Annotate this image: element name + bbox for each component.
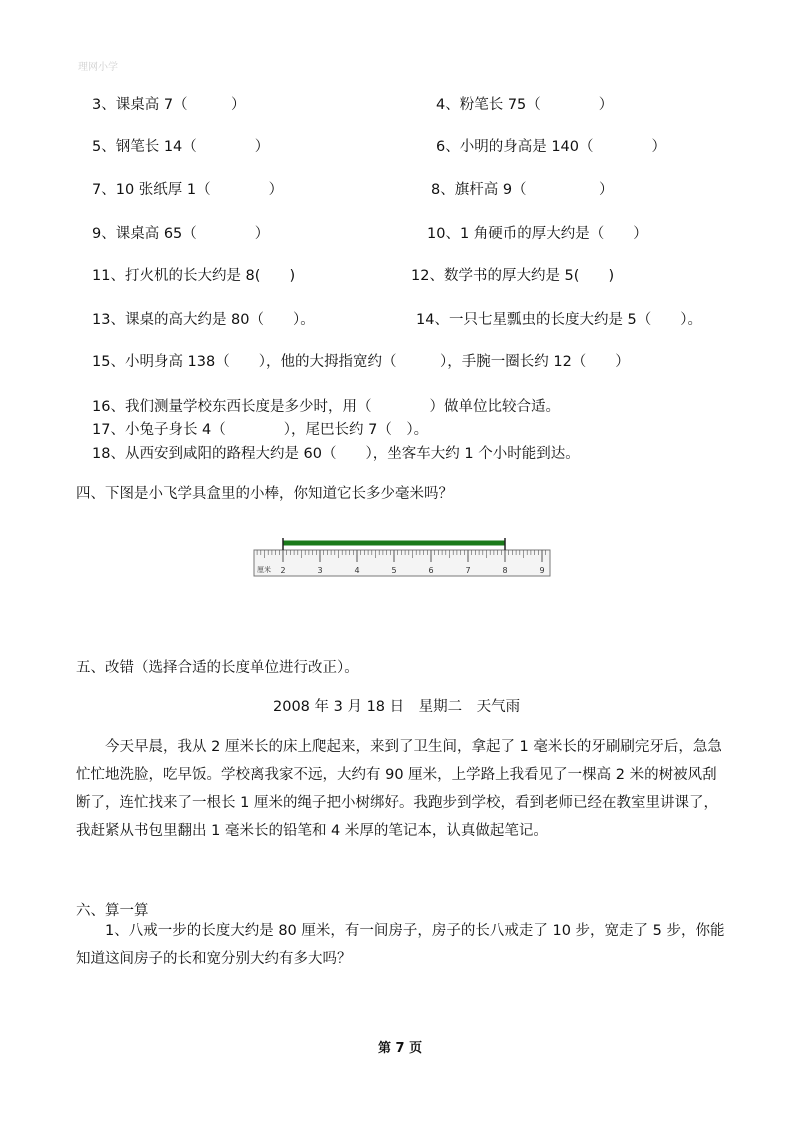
ruler-tick-label: 4 (354, 566, 360, 575)
question-item-8: 8、旗杆高 9（ ） (431, 182, 614, 198)
question-item-11: 11、打火机的长大约是 8( ) (92, 268, 296, 284)
question-item-4: 4、粉笔长 75（ ） (436, 97, 614, 113)
ruler-tick-label: 8 (502, 566, 508, 575)
ruler-tick-label: 3 (317, 566, 323, 575)
question-item-7: 7、10 张纸厚 1（ ） (92, 182, 284, 198)
question-item-5: 5、钢笔长 14（ ） (92, 139, 270, 155)
question-item-3: 3、课桌高 7（ ） (92, 97, 246, 113)
question-item-9: 9、课桌高 65（ ） (92, 226, 270, 242)
section-5-title: 五、改错（选择合适的长度单位进行改正）。 (76, 660, 359, 676)
question-item-12: 12、数学书的厚大约是 5( ) (411, 268, 615, 284)
watermark: 理网小学 (78, 62, 118, 73)
diary-date: 2008 年 3 月 18 日 星期二 天气雨 (273, 699, 521, 715)
question-item-10: 10、1 角硬币的厚大约是（ ） (427, 226, 648, 242)
ruler-svg (253, 534, 553, 584)
question-item-6: 6、小明的身高是 140（ ） (436, 139, 667, 155)
ruler-tick-label: 2 (280, 566, 286, 575)
question-item-13: 13、课桌的高大约是 80（ ）。 (92, 312, 315, 328)
section-6-question: 1、八戒一步的长度大约是 80 厘米，有一间房子，房子的长八戒走了 10 步，宽走了 5 步，你能知道这间房子的长和宽分别大约有多大吗？ (76, 923, 725, 967)
section-6-question-block (76, 917, 726, 973)
ruler-tick-label: 9 (539, 566, 545, 575)
question-item-18: 18、从西安到咸阳的路程大约是 60（ ），坐客车大约 1 个小时能到达。 (92, 446, 580, 462)
question-item-15: 15、小明身高 138（ ），他的大拇指宽约（ ），手腕一圈长约 12（ ） (92, 354, 630, 370)
page-number: 第 7 页 (378, 1041, 423, 1056)
ruler-tick-label: 6 (428, 566, 434, 575)
diary-paragraph (76, 733, 726, 845)
section-4-title: 四、下图是小飞学具盒里的小棒，你知道它长多少毫米吗？ (76, 486, 453, 502)
question-item-17: 17、小兔子身长 4（ ），尾巴长约 7（ ）。 (92, 422, 429, 438)
question-item-16: 16、我们测量学校东西长度是多少时，用（ ）做单位比较合适。 (92, 399, 560, 415)
section-6-title: 六、算一算 (76, 903, 149, 919)
ruler-unit-label: 厘米 (257, 566, 271, 574)
diary-text: 今天早晨，我从 2 厘米长的床上爬起来，来到了卫生间，拿起了 1 毫米长的牙刷刷完牙后，急急忙忙地洗脸，吃早饭。学校离我家不远，大约有 90 厘米，上学路上我看见了一棵高 2 米的树被风刮断了，连忙找来了一根长 1 厘米的绳子把小树绑好。我跑步到学校，看到老师已经在教室里讲课了，我赶紧从书包里翻出 1 毫米长的铅笔和 4 米厚的笔记本，认真做起笔记。 (76, 739, 722, 839)
ruler-tick-label: 5 (391, 566, 397, 575)
question-item-14: 14、一只七星瓢虫的长度大约是 5（ ）。 (416, 312, 703, 328)
ruler-tick-label: 7 (465, 566, 471, 575)
ruler-figure (253, 534, 553, 584)
